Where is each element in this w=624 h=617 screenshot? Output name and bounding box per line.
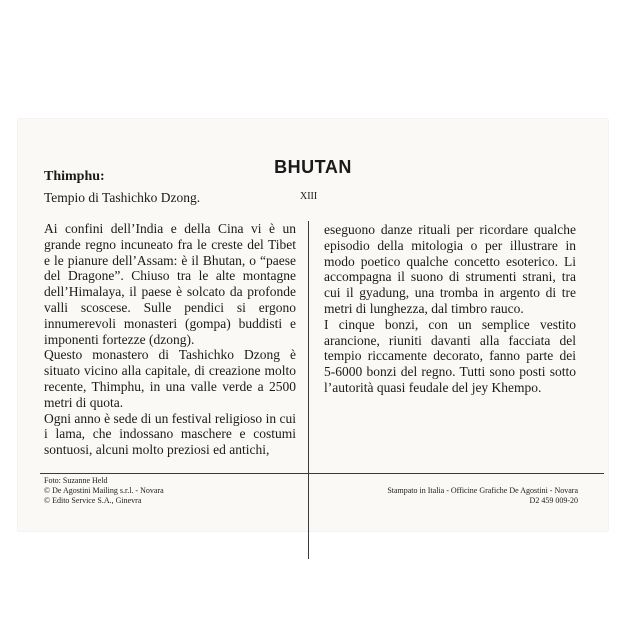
credit-line: © Edito Service S.A., Ginevra: [44, 496, 142, 505]
paragraph: eseguono danze rituali per ricordare qualche episodio della mitologia o per illustrare in modo poetico qualche concetto esoterico. Li accompagna il suono di strumenti strani, tra cui il gyadung, una tromba in argento di tre metri di lunghezza, dal timbro rauco.: [324, 222, 576, 316]
text-column-left: [44, 221, 296, 458]
plate-number: XIII: [300, 191, 318, 202]
credit-line: Stampato in Italia - Officine Grafiche De Agostini - Novara: [387, 486, 578, 495]
paragraph: Ogni anno è sede di un festival religioso in cui i lama, che indossano maschere e costumi sontuosi, alcuni molto preziosi ed antichi,: [44, 410, 296, 458]
photo-credits: [44, 476, 164, 506]
text-column-right: [324, 222, 576, 396]
card-title: BHUTAN: [274, 157, 352, 177]
print-credits: [387, 486, 578, 506]
column-divider: [308, 221, 309, 559]
credit-line: Foto: Suzanne Held: [44, 476, 108, 485]
paragraph: I cinque bonzi, con un semplice vestito arancione, riuniti davanti alla facciata del tempio riccamente decorato, fanno parte dei 5-6000 bonzi del regno. Tutti sono posti sotto l’autorità quasi feudale del jey Khempo.: [324, 316, 576, 395]
paragraph: Questo monastero di Tashichko Dzong è situato vicino alla capitale, di creazione molto recente, Thimphu, in una valle verde a 2500 metri di quota.: [44, 347, 296, 410]
paragraph: Ai confini dell’India e della Cina vi è un grande regno incuneato fra le creste del Tibet e le pianure dell’Assam: è il Bhutan, o “paese del Dragone”. Chiuso tra le alte montagne dell’Himalaya, il paese è solcato da profonde valli scoscese. Sulle pendici si ergono innumerevoli monasteri (gompa) buddisti e imponenti fortezze (dzong).: [44, 221, 296, 347]
subject-caption: Tempio di Tashichko Dzong.: [44, 190, 201, 205]
credit-line: © De Agostini Mailing s.r.l. - Novara: [44, 486, 164, 495]
footer-rule: [40, 473, 604, 474]
credit-line: D2 459 009-20: [529, 496, 578, 505]
location-heading: Thimphu:: [44, 169, 105, 184]
postcard-back: [18, 119, 608, 531]
